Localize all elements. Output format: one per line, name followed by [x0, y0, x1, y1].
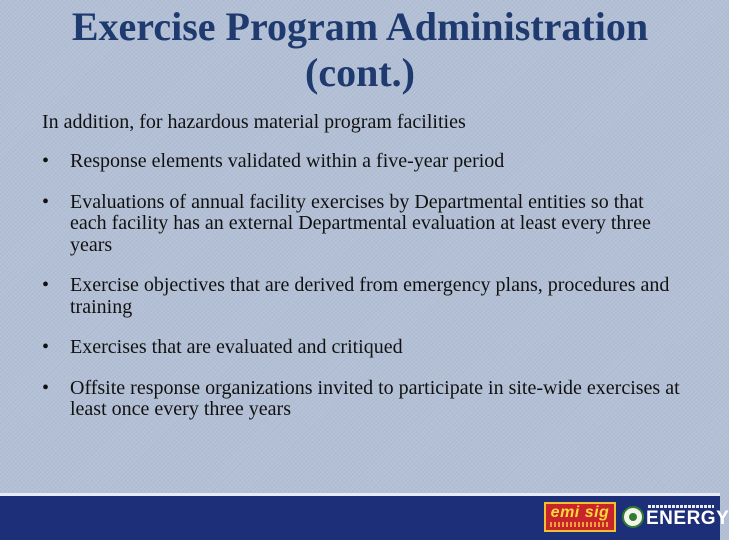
intro-text: In addition, for hazardous material program facilities	[42, 111, 466, 133]
bullet-text: Exercise objectives that are derived from emergency plans, procedures and training	[70, 274, 670, 318]
bullet-item	[42, 192, 682, 257]
bullet-icon: •	[42, 274, 50, 296]
doe-seal-icon	[622, 506, 644, 528]
slide-title-line-1: Exercise Program Administration	[71, 4, 649, 49]
bullet-icon: •	[42, 376, 50, 399]
bullet-item	[42, 378, 682, 421]
slide-title-line-2: (cont.)	[305, 50, 415, 95]
doe-energy-logo-text: ENERGY	[646, 508, 729, 529]
doe-energy-logo	[622, 503, 729, 533]
slide-title	[0, 4, 720, 96]
bullet-icon: •	[42, 150, 50, 172]
bullet-text: Exercises that are evaluated and critiqued	[70, 336, 403, 358]
emi-sig-logo	[544, 502, 616, 532]
bullet-item	[42, 151, 682, 173]
bullet-item	[42, 337, 682, 359]
bullet-icon: •	[42, 336, 50, 358]
bullet-item	[42, 275, 682, 318]
bullet-text: Response elements validated within a five-year period	[70, 150, 505, 172]
bullet-icon: •	[42, 190, 50, 213]
bullet-text: Evaluations of annual facility exercises by Departmental entities so that each facility has an external Departmental evaluation at least every three years	[70, 190, 651, 256]
bullet-text: Offsite response organizations invited to participate in site-wide exercises at least once every three years	[70, 376, 680, 420]
bullet-list	[42, 151, 682, 440]
emi-sig-logo-tagline	[550, 522, 610, 527]
emi-sig-logo-text: emi sig	[550, 504, 610, 521]
